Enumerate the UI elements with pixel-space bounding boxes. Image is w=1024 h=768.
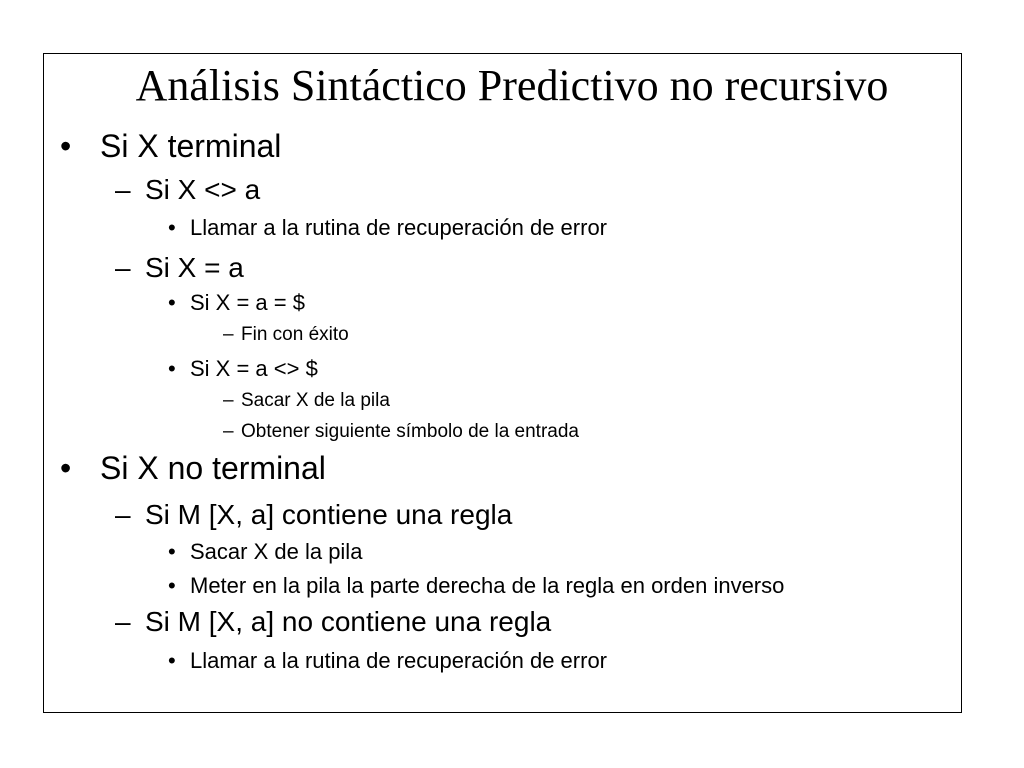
dash-marker: –: [223, 324, 234, 345]
bullet-text: Llamar a la rutina de recuperación de error: [190, 215, 608, 240]
bullet-si-m-contiene: [115, 499, 513, 531]
dash-marker: –: [115, 499, 131, 530]
bullet-marker: •: [168, 215, 176, 240]
bullet-llamar-rutina-1: [168, 215, 608, 240]
bullet-text: Llamar a la rutina de recuperación de error: [190, 648, 608, 673]
bullet-si-x-distinto-a: [115, 174, 261, 206]
bullet-text: Si X = a = $: [190, 290, 305, 315]
dash-marker: –: [115, 174, 131, 205]
bullet-llamar-rutina-2: [168, 648, 608, 673]
bullet-si-m-no-contiene: [115, 606, 552, 638]
bullet-text: Sacar X de la pila: [190, 539, 363, 564]
bullet-text: Si X <> a: [145, 174, 261, 205]
bullet-fin-con-exito: [223, 324, 349, 346]
bullet-si-x-a-dolar: [168, 290, 305, 315]
bullet-text: Fin con éxito: [241, 324, 349, 345]
bullet-text: Sacar X de la pila: [241, 390, 390, 411]
dash-marker: –: [223, 390, 234, 411]
bullet-marker: •: [60, 450, 72, 486]
bullet-marker: •: [168, 573, 176, 598]
bullet-si-x-igual-a: [115, 252, 244, 284]
bullet-marker: •: [168, 539, 176, 564]
bullet-marker: •: [168, 290, 176, 315]
bullet-marker: •: [168, 648, 176, 673]
dash-marker: –: [115, 252, 131, 283]
bullet-si-x-terminal: [60, 128, 282, 165]
bullet-si-x-a-distinto-dolar: [168, 356, 318, 381]
dash-marker: –: [223, 421, 234, 442]
bullet-si-x-no-terminal: [60, 450, 326, 487]
bullet-sacar-x-pila-1: [223, 390, 390, 412]
bullet-text: Si M [X, a] no contiene una regla: [145, 606, 552, 637]
dash-marker: –: [115, 606, 131, 637]
slide-title: Análisis Sintáctico Predictivo no recursivo: [135, 61, 889, 110]
bullet-marker: •: [60, 128, 72, 164]
bullet-text: Obtener siguiente símbolo de la entrada: [241, 421, 579, 442]
bullet-marker: •: [168, 356, 176, 381]
bullet-text: Si X = a <> $: [190, 356, 318, 381]
bullet-sacar-x-pila-2: [168, 539, 363, 564]
bullet-meter-en-pila: [168, 573, 785, 598]
bullet-obtener-siguiente: [223, 421, 579, 443]
bullet-text: Meter en la pila la parte derecha de la regla en orden inverso: [190, 573, 785, 598]
bullet-text: Si X no terminal: [100, 450, 326, 486]
bullet-text: Si X terminal: [100, 128, 282, 164]
bullet-text: Si M [X, a] contiene una regla: [145, 499, 513, 530]
bullet-text: Si X = a: [145, 252, 244, 283]
